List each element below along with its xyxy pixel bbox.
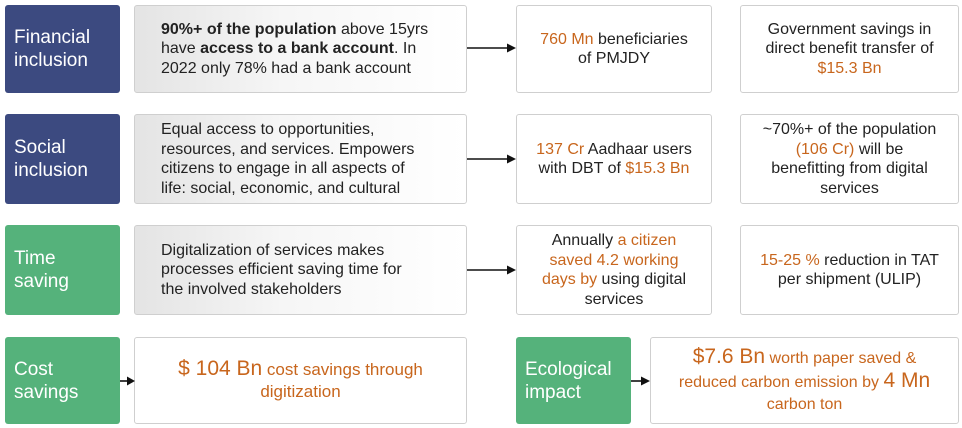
text-line	[161, 241, 402, 261]
text-segment: services	[584, 290, 644, 308]
text-segment: carbon ton	[766, 395, 843, 413]
text-line	[542, 231, 686, 251]
label-text: Financial inclusion	[14, 27, 91, 71]
card-text	[760, 251, 939, 290]
population-benefit-card	[740, 114, 959, 204]
text-segment: Aadhaar users	[584, 140, 692, 158]
text-line	[763, 140, 936, 160]
text-line	[540, 30, 688, 50]
text-segment: worth paper saved &	[765, 349, 917, 367]
text-segment: $7.6 Bn	[692, 344, 766, 368]
text-line	[161, 20, 428, 40]
card-text	[765, 20, 933, 79]
text-segment: 2022 only 78% had a bank account	[161, 59, 411, 77]
label-text: Time saving	[14, 248, 69, 292]
text-line	[760, 251, 939, 271]
aadhaar-users-card	[516, 114, 712, 204]
text-segment: the involved stakeholders	[161, 280, 342, 298]
cost-savings-card	[134, 337, 467, 424]
text-segment: resources, and services. Empowers	[161, 140, 415, 158]
text-line	[679, 394, 930, 416]
text-line	[763, 179, 936, 199]
text-line	[542, 290, 686, 310]
text-segment: per shipment (ULIP)	[777, 271, 922, 288]
text-segment: Annually	[551, 232, 618, 249]
text-segment: will be	[854, 140, 904, 158]
text-line	[542, 270, 686, 290]
text-segment: reduction in TAT	[819, 251, 939, 269]
text-segment: using digital	[597, 271, 687, 288]
text-segment: $15.3 Bn	[625, 160, 690, 177]
arrow-icon	[466, 264, 518, 276]
text-line	[765, 39, 933, 59]
label-ecological-impact	[516, 337, 631, 424]
label-social-inclusion	[5, 114, 120, 204]
text-line	[178, 358, 423, 381]
text-segment: services	[820, 179, 879, 197]
text-segment: reduced carbon emission by	[678, 373, 884, 391]
text-line	[540, 49, 688, 69]
text-line	[161, 140, 414, 160]
card-text	[178, 358, 423, 403]
text-segment: access to a bank account	[200, 40, 394, 58]
card-text	[542, 231, 686, 309]
label-cost-savings	[5, 337, 120, 424]
text-line	[161, 159, 414, 179]
text-line	[542, 251, 686, 271]
text-segment: . In	[394, 40, 417, 58]
text-segment: (106 Cr)	[795, 140, 855, 158]
text-line	[161, 39, 428, 59]
text-segment: $15.3 Bn	[817, 59, 882, 77]
text-segment: ~70%+ of the population	[762, 121, 937, 138]
text-segment: life: social, economic, and cultural	[161, 179, 401, 197]
text-line	[161, 120, 414, 140]
beneficiaries-card	[516, 5, 712, 93]
text-segment: benefitting from digital	[771, 160, 928, 177]
text-line	[161, 280, 402, 300]
text-segment: above 15yrs	[336, 20, 429, 38]
text-line	[763, 159, 936, 179]
text-line	[161, 59, 428, 79]
card-text	[540, 30, 688, 69]
text-segment: have	[161, 40, 201, 58]
text-line	[679, 370, 930, 394]
card-text	[679, 346, 930, 416]
text-segment: 15-25 %	[760, 251, 820, 269]
description-text	[161, 241, 402, 300]
label-text: Social inclusion	[14, 137, 88, 181]
working-days-card	[516, 225, 712, 315]
text-segment: 4 Mn	[883, 368, 931, 392]
text-segment: 90%+ of the population	[161, 20, 337, 38]
text-line	[536, 159, 692, 179]
text-segment: $ 104 Bn	[178, 357, 263, 380]
ecological-impact-card	[650, 337, 959, 424]
text-line	[763, 120, 936, 140]
text-line	[161, 260, 402, 280]
text-segment: of PMJDY	[577, 50, 650, 67]
card-text	[763, 120, 936, 198]
text-segment: beneficiaries	[593, 30, 688, 48]
text-segment: digitization	[260, 382, 341, 401]
text-line	[679, 346, 930, 370]
text-line	[760, 270, 939, 290]
card-text	[536, 140, 692, 179]
arrow-icon	[466, 42, 518, 54]
text-line	[765, 20, 933, 40]
text-segment: cost savings through	[262, 360, 423, 379]
description-text	[161, 120, 414, 198]
social-inclusion-description	[134, 114, 467, 204]
label-financial-inclusion	[5, 5, 120, 93]
text-line	[161, 179, 414, 199]
arrow-icon	[466, 153, 518, 165]
government-savings-card	[740, 5, 959, 93]
label-text: Ecological impact	[525, 358, 612, 403]
tat-reduction-card	[740, 225, 959, 315]
text-segment: citizens to engage in all aspects of	[161, 160, 405, 177]
time-saving-description	[134, 225, 467, 315]
text-segment: 760 Mn	[540, 30, 594, 48]
label-time-saving	[5, 225, 120, 315]
text-line	[765, 59, 933, 79]
text-segment: with DBT of	[538, 160, 626, 177]
text-line	[536, 140, 692, 160]
text-segment: saved 4.2 working	[549, 251, 679, 269]
text-segment: Government savings in	[767, 20, 932, 38]
arrow-icon	[119, 375, 136, 387]
text-segment: Digitalization of services makes	[161, 241, 385, 259]
text-segment: Equal access to opportunities,	[161, 121, 375, 138]
text-segment: a citizen	[617, 232, 677, 249]
label-text: Cost savings	[14, 358, 79, 403]
description-text	[161, 20, 428, 79]
text-segment: days by	[541, 271, 598, 288]
arrow-icon	[630, 375, 651, 387]
text-line	[178, 381, 423, 403]
financial-inclusion-description	[134, 5, 467, 93]
text-segment: processes efficient saving time for	[161, 261, 402, 279]
text-segment: 137 Cr	[536, 140, 585, 158]
text-segment: direct benefit transfer of	[765, 40, 934, 58]
